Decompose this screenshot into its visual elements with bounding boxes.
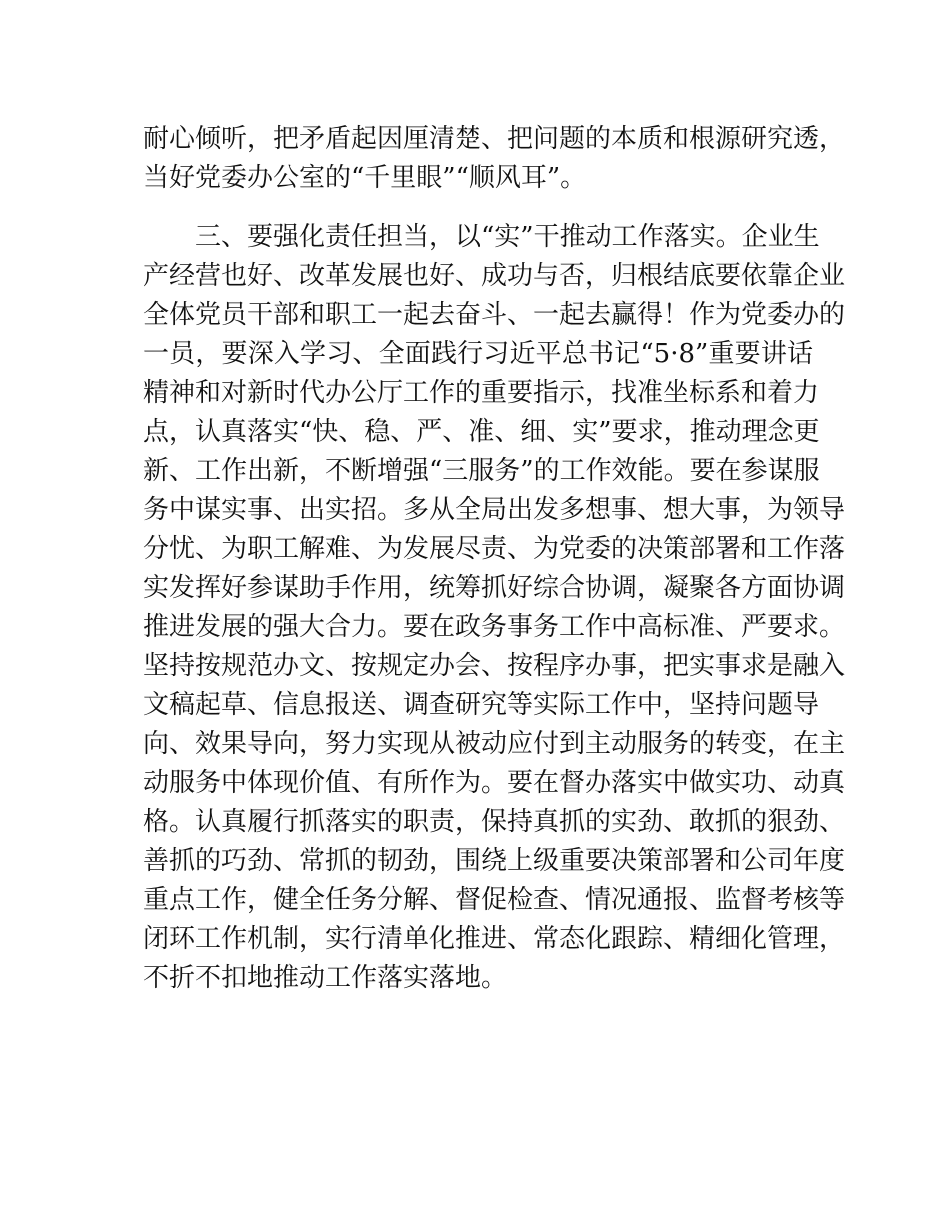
text-line: 文稿起草、信息报送、调查研究等实际工作中，坚持问题导 [143, 690, 820, 720]
text-line: 动服务中体现价值、有所作为。要在督办落实中做实功、动真 [143, 768, 846, 798]
text-line: 精神和对新时代办公厅工作的重要指示，找准坐标系和着力 [143, 378, 820, 408]
paragraph-2 [143, 218, 846, 998]
text-line: 闭环工作机制，实行清单化推进、常态化跟踪、精细化管理， [143, 924, 846, 954]
text-line: 三、要强化责任担当，以“实”干推动工作落实。企业生 [195, 222, 820, 252]
text-line: 坚持按规范办文、按规定办会、按程序办事，把实事求是融入 [143, 651, 846, 681]
text-line: 向、效果导向，努力实现从被动应付到主动服务的转变，在主 [143, 729, 846, 759]
text-line: 格。认真履行抓落实的职责，保持真抓的实劲、敢抓的狠劲、 [143, 807, 846, 837]
text-line: 分忧、为职工解难、为发展尽责、为党委的决策部署和工作落 [143, 534, 846, 564]
text-line: 全体党员干部和职工一起去奋斗、一起去赢得！作为党委办的 [143, 300, 846, 330]
text-line: 一员，要深入学习、全面践行习近平总书记“5·8”重要讲话 [143, 339, 813, 369]
text-line: 新、工作出新，不断增强“三服务”的工作效能。要在参谋服 [143, 456, 820, 486]
text-line: 重点工作，健全任务分解、督促检查、情况通报、监督考核等 [143, 885, 846, 915]
text-line: 产经营也好、改革发展也好、成功与否，归根结底要依靠企业 [143, 261, 846, 291]
paragraph-1 [143, 120, 846, 198]
text-line: 善抓的巧劲、常抓的韧劲，围绕上级重要决策部署和公司年度 [143, 846, 846, 876]
text-line: 不折不扣地推动工作落实落地。 [143, 963, 508, 993]
text-line: 推进发展的强大合力。要在政务事务工作中高标准、严要求。 [143, 612, 846, 642]
text-line: 务中谋实事、出实招。多从全局出发多想事、想大事，为领导 [143, 495, 846, 525]
text-line: 当好党委办公室的“千里眼”“顺风耳”。 [143, 163, 587, 193]
text-line: 实发挥好参谋助手作用，统筹抓好综合协调，凝聚各方面协调 [143, 573, 846, 603]
text-line: 点，认真落实“快、稳、严、准、细、实”要求，推动理念更 [143, 417, 820, 447]
text-line: 耐心倾听，把矛盾起因厘清楚、把问题的本质和根源研究透， [143, 124, 846, 154]
